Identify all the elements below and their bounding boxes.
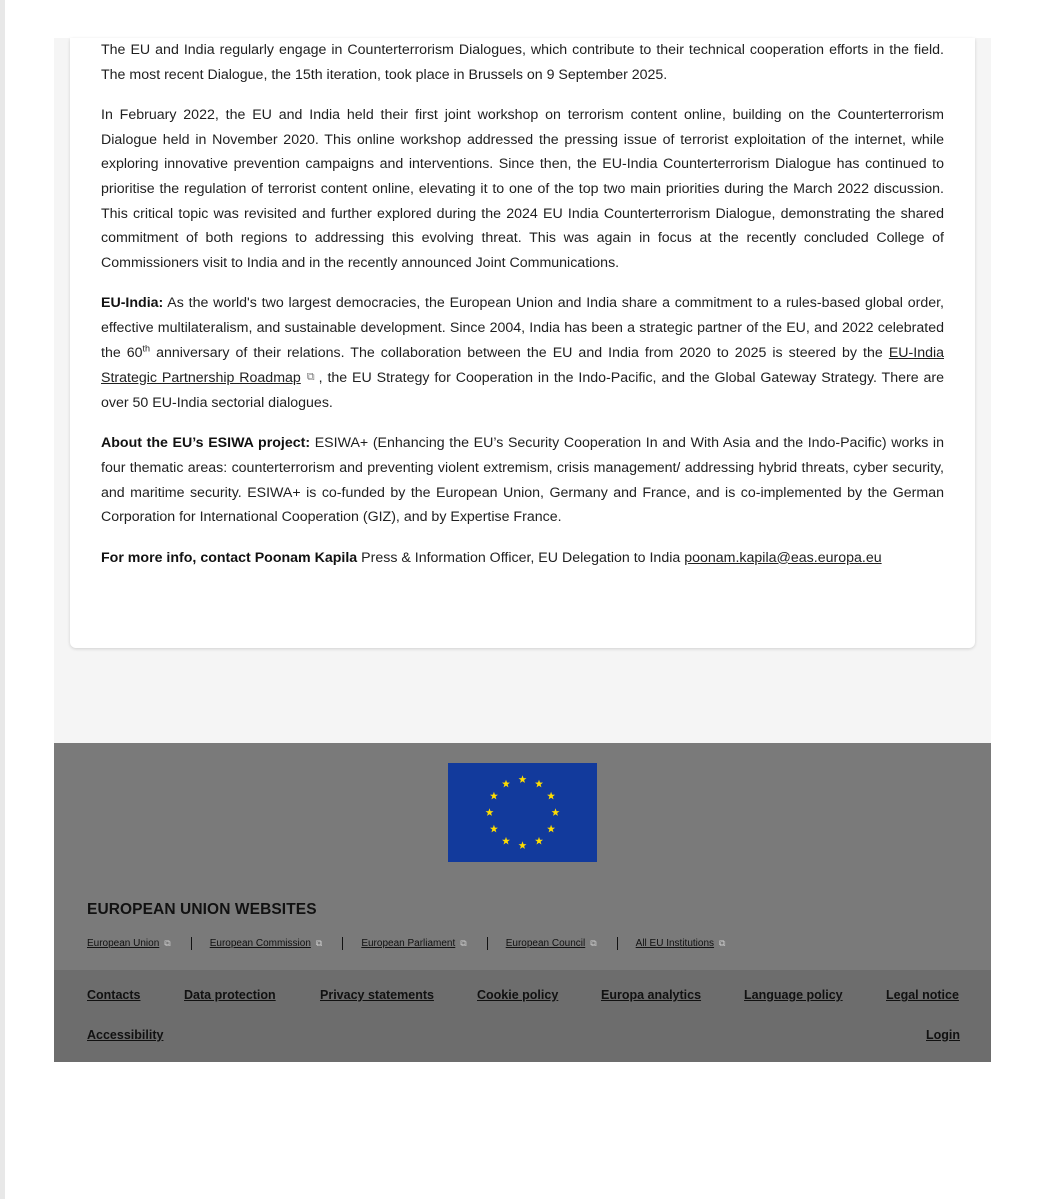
article-body (101, 38, 944, 586)
divider (487, 937, 488, 950)
divider (617, 937, 618, 950)
footer-link-cookie-policy[interactable]: Cookie policy (477, 988, 559, 1002)
footer-link-legal-notice[interactable]: Legal notice (886, 988, 959, 1002)
footer-link-data-protection[interactable]: Data protection (184, 988, 276, 1002)
footer-link-contacts[interactable]: Contacts (87, 988, 141, 1002)
footer-link-accessibility[interactable]: Accessibility (87, 1028, 164, 1042)
external-link-icon: ⧉ (590, 937, 597, 948)
footer-heading: EUROPEAN UNION WEBSITES (87, 901, 317, 918)
contact-role: Press & Information Officer, EU Delegation to India (357, 549, 685, 566)
external-link-icon: ⧉ (315, 937, 323, 948)
footer-link-privacy-statements[interactable]: Privacy statements (320, 988, 434, 1002)
eu-india-text-c: , the EU Strategy for Cooperation in the Indo-Pacific, and the Global Gateway Strategy. There are over 50 EU-India sectorial dialogues. (101, 370, 944, 411)
contact-email-link[interactable]: poonam.kapila@eas.europa.eu (684, 549, 882, 566)
external-link-icon: ⧉ (306, 371, 315, 384)
link-european-union[interactable]: European Union (87, 937, 160, 949)
divider (342, 937, 343, 950)
divider (191, 937, 192, 950)
paragraph-esiwa (101, 431, 944, 529)
footer-link-login[interactable]: Login (926, 1028, 961, 1042)
eu-flag-svg (448, 763, 597, 862)
footer-link-europa-analytics[interactable]: Europa analytics (601, 988, 702, 1002)
link-european-commission[interactable]: European Commission (209, 937, 311, 949)
external-link-icon: ⧉ (164, 937, 171, 948)
link-all-eu-institutions[interactable]: All EU Institutions (635, 937, 715, 949)
eu-flag-logo (448, 763, 597, 862)
footer-legal-section (54, 970, 991, 1062)
link-european-parliament[interactable]: European Parliament (361, 937, 456, 949)
link-european-council[interactable]: European Council (505, 937, 586, 949)
esiwa-text: ESIWA+ (Enhancing the EU’s Security Cooperation In and With Asia and the Indo-Pacific) works in four thematic areas: counterterrorism and preventing violent extremism, crisis management/ addressing hybrid threats, cyber security, and maritime security. ESIWA+ is co-funded by the European Union, Germany and France, and is co-implemented by the German Corporation for International Cooperation (GIZ), and by Expertise France. (101, 435, 944, 526)
external-link-icon: ⧉ (719, 937, 726, 948)
window-edge (0, 0, 5, 1199)
paragraph-workshop: In February 2022, the EU and India held their first joint workshop on terrorism content online, building on the Counterterrorism Dialogue held in November 2020. This online workshop addressed the pressing issue of terrorist exploitation of the internet, while exploring innovative prevention campaigns and interventions. Since then, the EU-India Counterterrorism Dialogue has continued to prioritise the regulation of terrorist content online, elevating it to one of the top two main priorities during the March 2022 discussion. This critical topic was revisited and further explored during the 2024 EU India Counterterrorism Dialogue, demonstrating the shared commitment of both regions to addressing this evolving threat. This was again in focus at the recently concluded College of Commissioners visit to India and in the recently announced Joint Communications. (101, 107, 944, 271)
institution-links (87, 934, 725, 952)
ordinal-suffix: th (142, 342, 151, 353)
paragraph-eu-india (101, 291, 944, 415)
paragraph-dialogues: The EU and India regularly engage in Counterterrorism Dialogues, which contribute to their technical cooperation efforts in the field. The most recent Dialogue, the 15th iteration, took place in Brussels on 9 September 2025. (101, 42, 944, 83)
eu-india-label: EU-India: (101, 295, 164, 312)
paragraph-contact (101, 546, 944, 571)
external-link-icon: ⧉ (460, 937, 467, 948)
esiwa-label: About the EU’s ESIWA project: (101, 435, 311, 452)
strategic-partnership-roadmap-link[interactable]: EU-India Strategic Partnership Roadmap (101, 344, 945, 387)
eu-india-text-a: As the world's two largest democracies, the European Union and India share a commitment to a rules-based global order, effective multilateralism, and sustainable development. Since 2004, India has been a strategic partner of the EU, and 2022 celebrated the 60 (101, 295, 944, 361)
eu-india-text-b: anniversary of their relations. The collaboration between the EU and India from 2020 to 2025 is steered by the (150, 344, 889, 361)
footer-link-language-policy[interactable]: Language policy (744, 988, 843, 1002)
contact-label: For more info, contact Poonam Kapila (101, 549, 358, 566)
